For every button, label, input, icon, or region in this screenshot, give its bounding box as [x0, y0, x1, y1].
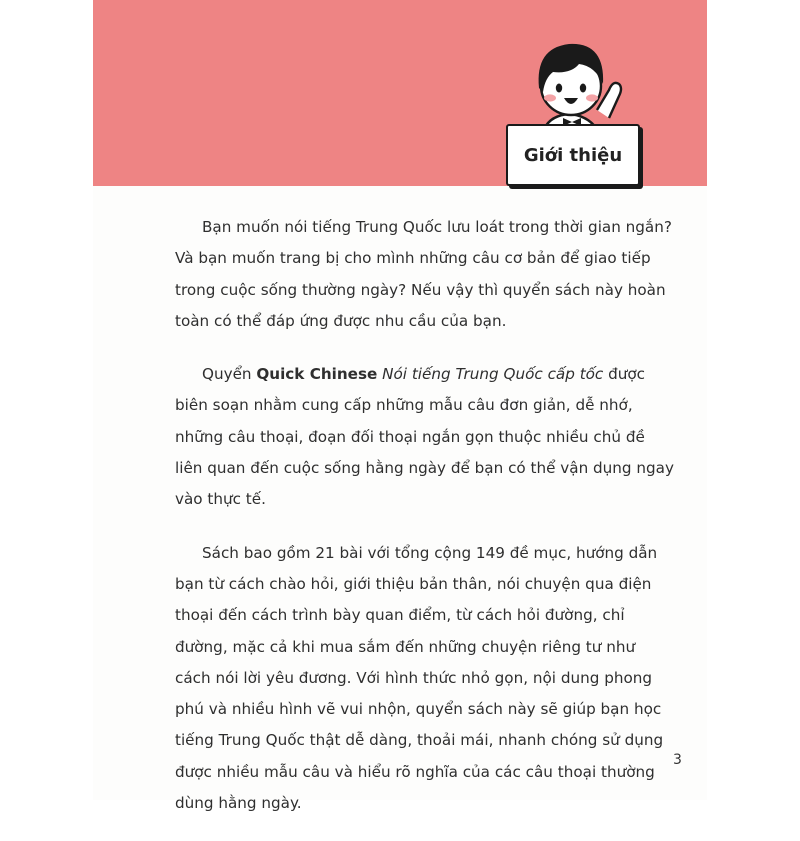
paragraph-3: Sách bao gồm 21 bài với tổng cộng 149 đề mục, hướng dẫn bạn từ cách chào hỏi, giới thiệu bản thân, nói chuyện qua điện thoại đến cách trình bày quan điểm, từ cách hỏi đường, chỉ đường, mặc cả khi mua sắm đến những chuyện riêng tư như cách nói lời yêu đương. Với hình thức nhỏ gọn, nội dung phong phú và nhiều hình vẽ vui nhộn, quyển sách này sẽ giúp bạn học tiếng Trung Quốc thật dễ dàng, thoải mái, nhanh chóng sử dụng được nhiều mẫu câu và hiểu rõ nghĩa của các câu thoại thường dùng hằng ngày. — [175, 543, 664, 813]
page-title: Giới thiệu — [523, 144, 623, 166]
paragraph-1: Bạn muốn nói tiếng Trung Quốc lưu loát trong thời gian ngắn? Và bạn muốn trang bị cho mình những câu cơ bản để giao tiếp trong cuộc sống thường ngày? Nếu vậy thì quyển sách này hoàn toàn có thể đáp ứng được nhu cầu của bạn. — [175, 218, 672, 330]
paragraph-2-prefix: Quyển — [202, 365, 257, 384]
paragraph-2-rest: được biên soạn nhằm cung cấp những mẫu câu đơn giản, dễ nhớ, những câu thoại, đoạn đối thoại ngắn gọn thuộc nhiều chủ đề liên quan đến cuộc sống hằng ngày để bạn có thể vận dụng ngay vào thực tế. — [175, 365, 674, 509]
page-number: 3 — [673, 752, 682, 768]
paragraph-2 — [175, 359, 675, 515]
book-page — [93, 0, 707, 813]
body-text — [175, 212, 675, 841]
book-title-english: Quick Chinese — [256, 365, 378, 384]
book-title-vietnamese: Nói tiếng Trung Quốc cấp tốc — [382, 365, 604, 384]
title-box — [506, 124, 640, 186]
